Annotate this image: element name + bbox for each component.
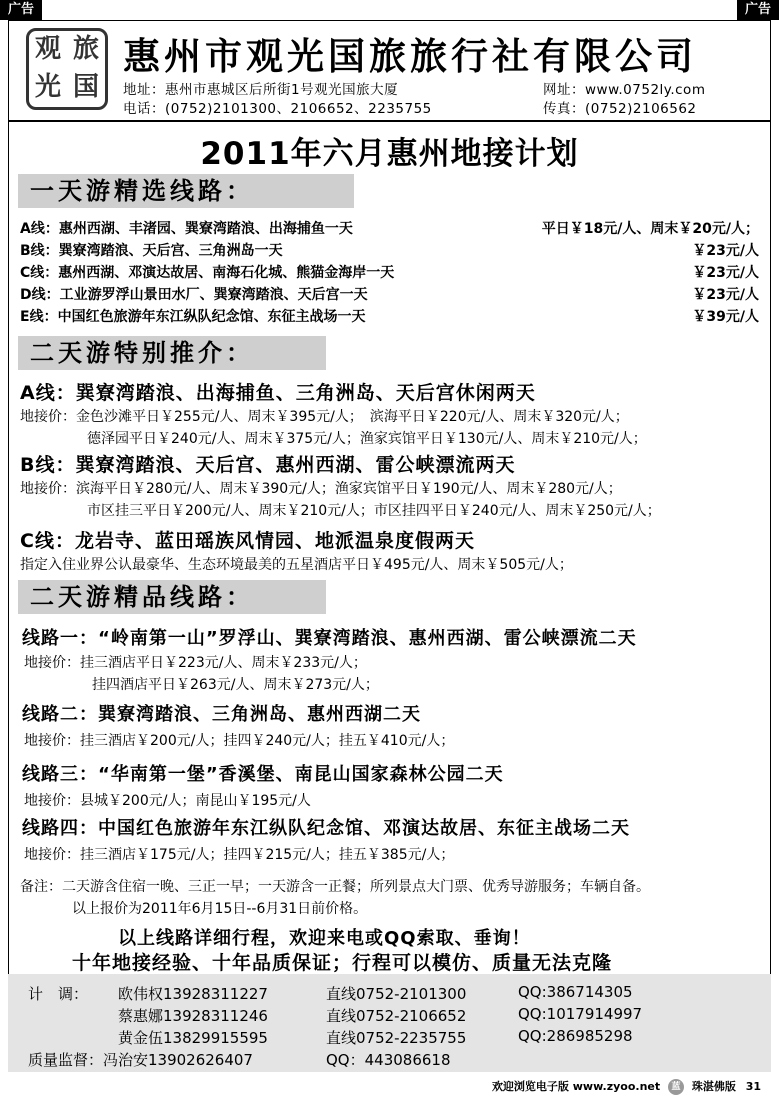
contact-name: 欧伟权13928311227 (118, 985, 268, 1003)
address: 地址：惠州市惠城区后所街1号观光国旅大厦 (123, 82, 399, 98)
route-3-price: 地接价：县城￥200元/人；南昆山￥195元/人 (24, 793, 311, 809)
contact-direct-line: 直线0752-2106652 (326, 1007, 467, 1025)
bottom-bar (492, 1078, 761, 1095)
contact-name: 蔡惠娜13928311246 (118, 1007, 268, 1025)
slogan-inquiry: 以上线路详细行程，欢迎来电或QQ索取、垂询！ (118, 928, 531, 949)
company-seal-logo (26, 28, 108, 110)
section-one-day-title: 一天游精选线路： (18, 174, 354, 208)
two-day-a-title: A线：巽寮湾踏浪、出海捕鱼、三角洲岛、天后宫休闲两天 (20, 382, 536, 404)
slogan-quality: 十年地接经验、十年品质保证；行程可以模仿、质量无法克隆 (72, 952, 613, 974)
contact-qq: QQ:386714305 (518, 983, 633, 1001)
route-1-price-2: 挂四酒店平日￥263元/人、周末￥273元/人； (92, 677, 379, 693)
seal-char: 国 (72, 72, 99, 102)
contact-name: 黄金伍13829915595 (118, 1029, 268, 1047)
contact-direct-line: 直线0752-2101300 (326, 985, 467, 1003)
address-row (123, 78, 706, 98)
line-price: ￥23元/人 (692, 243, 759, 259)
contact-qq: QQ:286985298 (518, 1027, 633, 1045)
section-two-day-premium-title: 二天游精品线路： (18, 580, 326, 614)
line-label: A线：惠州西湖、丰渚园、巽寮湾踏浪、出海捕鱼一天 (20, 221, 353, 237)
phone-row (123, 97, 697, 117)
two-day-c-desc: 指定入住业界公认最豪华、生态环境最美的五星酒店平日￥495元/人、周末￥505元/人； (20, 557, 573, 573)
line-price: ￥23元/人 (692, 287, 759, 303)
line-price: ￥39元/人 (692, 309, 759, 325)
page-number: 31 (745, 1080, 761, 1093)
ad-label-right: 广告 (737, 0, 779, 20)
page-title: 2011年六月惠州地接计划 (200, 136, 579, 172)
seal-char: 旅 (72, 34, 99, 64)
line-price: ￥23元/人 (692, 265, 759, 281)
ad-label-left: 广告 (0, 0, 42, 20)
route-4-price: 地接价：挂三酒店￥175元/人；挂四￥215元/人；挂五￥385元/人； (24, 847, 455, 863)
line-label: E线：中国红色旅游年东江纵队纪念馆、东征主战场一天 (20, 309, 366, 325)
fax: 传真：(0752)2106562 (543, 101, 697, 117)
route-1-title: 线路一：“岭南第一山”罗浮山、巽寮湾踏浪、惠州西湖、雷公峡漂流二天 (22, 628, 637, 649)
line-price: 平日￥18元/人、周末￥20元/人； (541, 221, 759, 237)
route-4-title: 线路四：中国红色旅游年东江纵队纪念馆、邓演达故居、东征主战场二天 (22, 818, 630, 839)
quality-supervisor: 质量监督：冯治安13902626407 (28, 1051, 253, 1069)
section-two-day-special-title: 二天游特别推介： (18, 336, 326, 370)
two-day-a-price-1: 地接价：金色沙滩平日￥255元/人、周末￥395元/人； 滨海平日￥220元/人、周末￥320元/人； (20, 409, 629, 425)
contact-qq: QQ:1017914997 (518, 1005, 643, 1023)
route-2-price: 地接价：挂三酒店￥200元/人；挂四￥240元/人；挂五￥410元/人； (24, 733, 455, 749)
quality-supervisor-qq: QQ：443086618 (326, 1051, 451, 1069)
company-name: 惠州市观光国旅旅行社有限公司 (123, 35, 697, 78)
header (8, 22, 771, 118)
two-day-c-title: C线：龙岩寺、蓝田瑶族风情园、地派温泉度假两天 (20, 530, 475, 552)
contacts-label: 计 调： (28, 985, 89, 1003)
route-2-title: 线路二：巽寮湾踏浪、三角洲岛、惠州西湖二天 (22, 704, 421, 725)
line-label: D线：工业游罗浮山景田水厂、巽寮湾踏浪、天后宫一天 (20, 287, 368, 303)
website: 网址：www.0752ly.com (543, 82, 706, 98)
two-day-b-price-1: 地接价：滨海平日￥280元/人、周末￥390元/人；渔家宾馆平日￥190元/人、周末￥280元/人； (20, 481, 622, 497)
publication-logo-icon: 蓝 (668, 1079, 684, 1095)
seal-char: 光 (34, 72, 61, 102)
two-day-b-price-2: 市区挂三平日￥200元/人、周末￥210元/人；市区挂四平日￥240元/人、周末￥250元/人； (87, 503, 661, 519)
line-label: B线：巽寮湾踏浪、天后宫、三角洲岛一天 (20, 243, 283, 259)
remarks-line-1: 备注：二天游含住宿一晚、三正一早；一天游含一正餐；所列景点大门票、优秀导游服务；车辆自备。 (20, 879, 650, 895)
two-day-b-title: B线：巽寮湾踏浪、天后宫、惠州西湖、雷公峡漂流两天 (20, 454, 516, 476)
two-day-a-price-2: 德泽园平日￥240元/人、周末￥375元/人；渔家宾馆平日￥130元/人、周末￥210元/人； (87, 431, 647, 447)
phone: 电话：(0752)2101300、2106652、2235755 (123, 101, 432, 117)
bottom-site-text: 欢迎浏览电子版 www.zyoo.net (491, 1080, 661, 1093)
line-label: C线：惠州西湖、邓演达故居、南海石化城、熊猫金海岸一天 (20, 265, 395, 281)
header-divider (8, 120, 771, 122)
route-1-price-1: 地接价：挂三酒店平日￥223元/人、周末￥233元/人； (24, 655, 367, 671)
seal-char: 观 (34, 34, 61, 64)
route-3-title: 线路三：“华南第一堡”香溪堡、南昆山国家森林公园二天 (22, 764, 504, 785)
remarks-line-2: 以上报价为2011年6月15日--6月31日前价格。 (72, 901, 368, 917)
contact-direct-line: 直线0752-2235755 (326, 1029, 467, 1047)
bottom-edition: 珠湛佛版 (691, 1080, 736, 1093)
